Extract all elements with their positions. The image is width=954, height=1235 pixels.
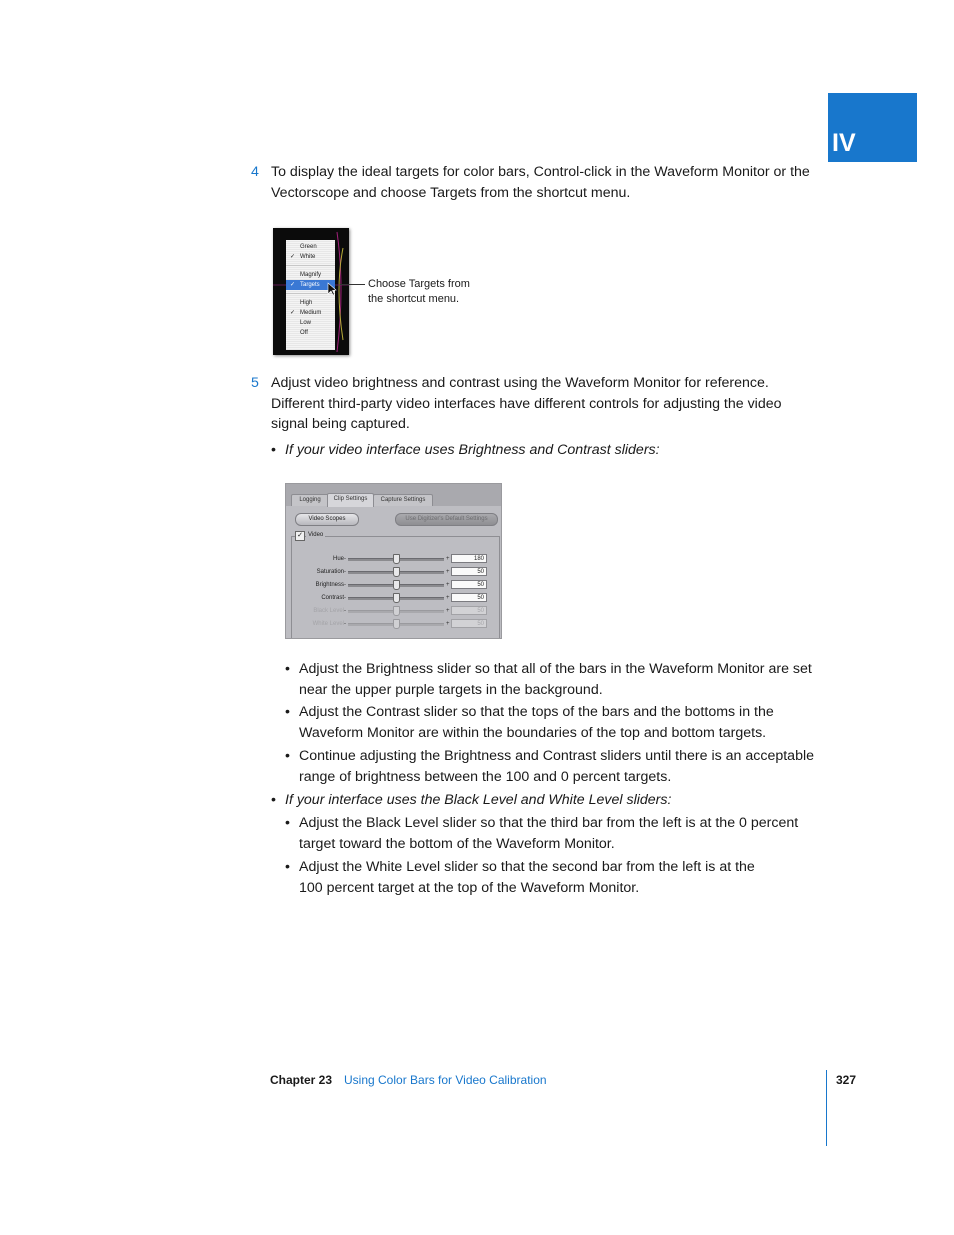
slider-thumb[interactable] <box>393 554 400 564</box>
step-4-line-1: To display the ideal targets for color bars, Control-click in the Waveform Monitor or the <box>271 164 810 180</box>
bullet-brightness-contrast: If your video interface uses Brightness and Contrast sliders: <box>285 442 660 458</box>
sub-bullet-line1: Adjust the Brightness slider so that all of the bars in the Waveform Monitor are set <box>299 661 812 677</box>
slider-row-brightness <box>286 579 502 591</box>
slider-row-contrast <box>286 592 502 604</box>
slider-label: Saturation <box>316 569 344 575</box>
menu-item-low[interactable]: Low <box>300 320 312 326</box>
menu-item-targets[interactable]: ✓ Targets <box>286 280 335 290</box>
check-icon: ✓ <box>290 310 296 316</box>
video-scopes-button[interactable]: Video Scopes <box>295 513 359 526</box>
bullet-marker: • <box>285 748 290 764</box>
step-4-line-2: Vectorscope and choose Targets from the shortcut menu. <box>271 184 631 201</box>
sub-bullet-line1: Adjust the White Level slider so that the second bar from the left is at the <box>299 859 755 875</box>
sub-bullet-line2: target toward the bottom of the Waveform Monitor. <box>299 835 615 852</box>
menu-separator <box>286 293 335 294</box>
plus-icon: + <box>446 608 450 614</box>
plus-icon: + <box>446 556 450 562</box>
slider-value-field[interactable]: 180 <box>451 554 487 563</box>
slider-thumb[interactable] <box>393 593 400 603</box>
minus-icon: - <box>344 556 346 562</box>
bullet-marker: • <box>285 704 290 720</box>
step-5-text <box>271 373 782 435</box>
sub-bullet-line1: Adjust the Black Level slider so that the third bar from the left is at the 0 percent <box>299 815 799 831</box>
bullet-marker: • <box>271 792 276 808</box>
minus-icon: - <box>344 595 346 601</box>
bullet-marker: • <box>285 661 290 677</box>
sub-bullet-text <box>299 813 798 854</box>
slider-row-white-level <box>286 618 502 630</box>
figure-1-callout <box>368 277 470 307</box>
step-5-line-3: signal being captured. <box>271 416 410 432</box>
sub-bullet-line2: near the upper purple targets in the background. <box>299 681 603 698</box>
clip-settings-panel <box>285 483 502 639</box>
step-5-line-1: Adjust video brightness and contrast using the Waveform Monitor for reference. <box>271 375 769 391</box>
minus-icon: - <box>344 569 346 575</box>
slider-thumb[interactable] <box>393 619 400 629</box>
slider-thumb[interactable] <box>393 606 400 616</box>
menu-item-white[interactable]: ✓ White <box>290 254 316 260</box>
minus-icon: - <box>344 582 346 588</box>
footer-chapter: Chapter 23 <box>270 1073 333 1087</box>
sub-bullet-text <box>299 746 814 787</box>
slider-value-field[interactable]: 50 <box>451 619 487 628</box>
slider-label: Black Level <box>313 608 344 614</box>
slider-thumb[interactable] <box>393 580 400 590</box>
sub-bullet-text <box>299 659 812 700</box>
plus-icon: + <box>446 582 450 588</box>
slider-value-field[interactable]: 50 <box>451 567 487 576</box>
plus-icon: + <box>446 621 450 627</box>
section-tab: IV <box>828 93 917 162</box>
page-number: 327 <box>836 1073 857 1087</box>
plus-icon: + <box>446 569 450 575</box>
video-label: Video <box>308 532 324 538</box>
menu-item-magnify[interactable]: Magnify <box>300 272 322 278</box>
menu-separator <box>286 265 335 266</box>
sub-bullet-line2: Waveform Monitor are within the boundaries of the top and bottom targets. <box>299 724 767 741</box>
plus-icon: + <box>446 595 450 601</box>
step-5-line-2: Different third-party video interfaces have different controls for adjusting the video <box>271 395 782 412</box>
slider-label: Brightness <box>315 582 344 588</box>
slider-value-field[interactable]: 50 <box>451 593 487 602</box>
bullet-marker: • <box>285 859 290 875</box>
minus-icon: - <box>344 621 346 627</box>
callout-line-1: Choose Targets from <box>368 278 470 290</box>
slider-thumb[interactable] <box>393 567 400 577</box>
tab-row <box>286 484 502 506</box>
slider-label: Contrast <box>321 595 344 601</box>
tab-capture-settings[interactable]: Capture Settings <box>373 494 433 506</box>
slider-label: White Level <box>312 621 344 627</box>
sub-bullet-text <box>299 857 755 898</box>
menu-item-green[interactable]: Green <box>300 244 317 250</box>
shortcut-menu-screenshot <box>273 228 349 355</box>
step-4-text <box>271 162 810 203</box>
sub-bullet-line2: 100 percent target at the top of the Waveform Monitor. <box>299 879 640 896</box>
slider-row-saturation <box>286 566 502 578</box>
step-number-4: 4 <box>251 164 259 180</box>
sub-bullet-line2: range of brightness between the 100 and 0 percent targets. <box>299 768 672 785</box>
menu-item-high[interactable]: High <box>300 300 313 306</box>
menu-item-medium[interactable]: ✓ Medium <box>290 310 322 316</box>
footer-chapter-title[interactable]: Using Color Bars for Video Calibration <box>344 1073 547 1087</box>
footer-rule <box>826 1070 827 1146</box>
tab-logging[interactable]: Logging <box>291 494 329 506</box>
slider-row-hue <box>286 553 502 565</box>
check-icon: ✓ <box>290 282 296 288</box>
callout-leader-line <box>340 284 365 285</box>
check-icon: ✓ <box>290 254 296 260</box>
bullet-marker: • <box>285 815 290 831</box>
slider-row-black-level <box>286 605 502 617</box>
bullet-marker: • <box>271 442 276 458</box>
video-checkbox[interactable]: ✓ <box>295 531 305 541</box>
sub-bullet-line1: Adjust the Contrast slider so that the tops of the bars and the bottoms in the <box>299 704 774 720</box>
context-menu <box>286 240 335 350</box>
step-number-5: 5 <box>251 375 259 391</box>
slider-value-field[interactable]: 50 <box>451 606 487 615</box>
tab-clip-settings[interactable]: Clip Settings <box>327 493 374 507</box>
menu-item-off[interactable]: Off <box>300 330 308 336</box>
slider-value-field[interactable]: 50 <box>451 580 487 589</box>
use-default-settings-button[interactable]: Use Digitizer's Default Settings <box>395 513 498 526</box>
sub-bullet-text <box>299 702 774 743</box>
sub-bullet-line1: Continue adjusting the Brightness and Contrast sliders until there is an acceptable <box>299 748 814 764</box>
bullet-black-white-level: If your interface uses the Black Level and White Level sliders: <box>285 792 672 808</box>
slider-label: Hue <box>332 556 344 562</box>
minus-icon: - <box>344 608 346 614</box>
callout-line-2: the shortcut menu. <box>368 293 460 305</box>
